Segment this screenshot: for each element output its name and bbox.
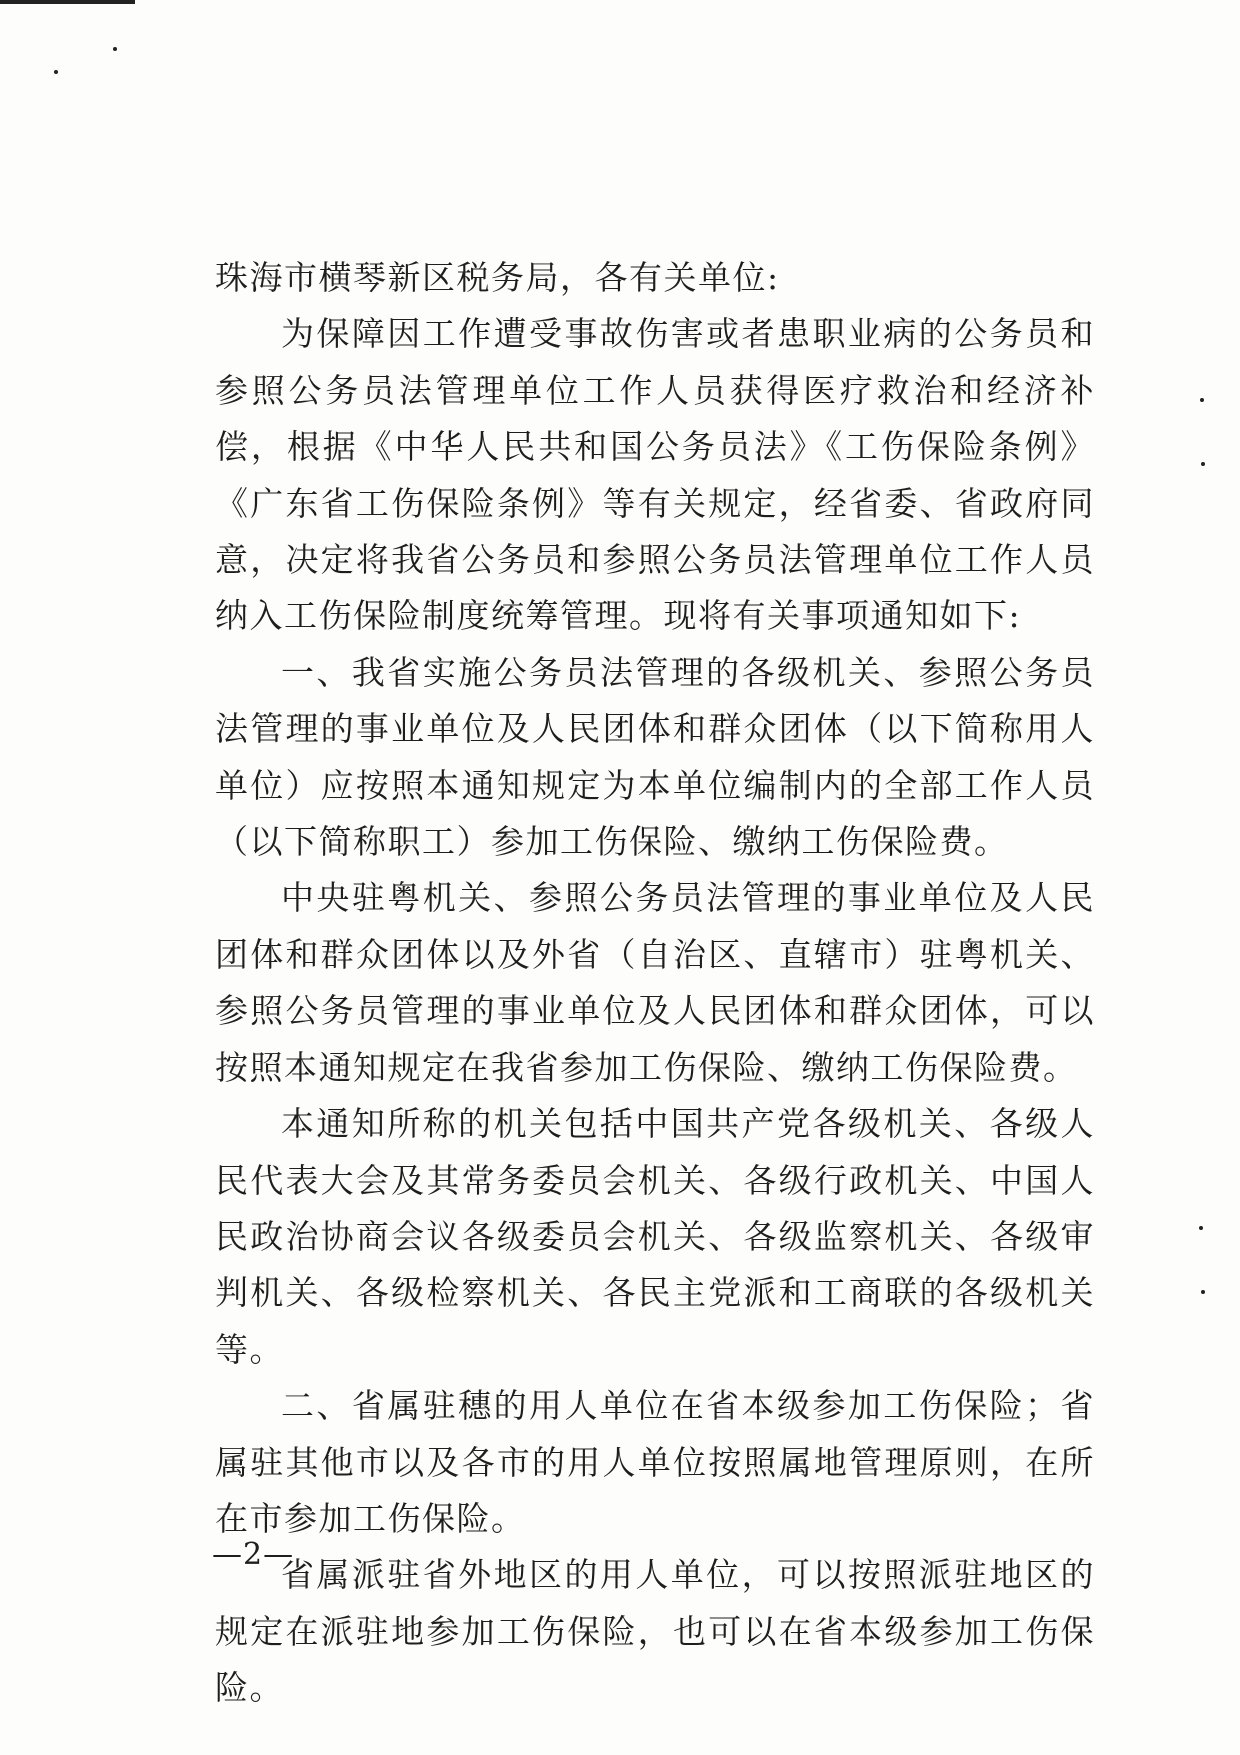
scan-speck xyxy=(1201,1290,1205,1294)
addressee-line: 珠海市横琴新区税务局，各有关单位: xyxy=(215,258,780,297)
page-number: —2— xyxy=(212,1537,295,1572)
paragraph-organ-definition: 本通知所称的机关包括中国共产党各级机关、各级人民代表大会及其常务委员会机关、各级行政机关、中国人民政治协商会议各级委员会机关、各级监察机关、各级审判机关、各级检察机关、各民主党派和工商联的各级机关等。 xyxy=(215,1104,1095,1369)
paragraph-item-2: 二、省属驻穗的用人单位在省本级参加工伤保险；省属驻其他市以及各市的用人单位按照属地管理原则，在所在市参加工伤保险。 xyxy=(215,1386,1095,1538)
scan-speck xyxy=(1199,1226,1203,1230)
scan-speck xyxy=(113,47,117,51)
paragraph-item-1: 一、我省实施公务员法管理的各级机关、参照公务员法管理的事业单位及人民团体和群众团体（以下简称用人单位）应按照本通知规定为本单位编制内的全部工作人员（以下简称职工）参加工伤保险、缴纳工伤保险费。 xyxy=(215,652,1095,862)
document-body xyxy=(215,250,1095,1717)
scan-edge-mark xyxy=(0,0,135,4)
paragraph-preamble: 为保障因工作遭受事故伤害或者患职业病的公务员和参照公务员法管理单位工作人员获得医疗救治和经济补偿，根据《中华人民共和国公务员法》《工伤保险条例》《广东省工伤保险条例》等有关规定，经省委、省政府同意，决定将我省公务员和参照公务员法管理单位工作人员纳入工伤保险制度统筹管理。现将有关事项通知如下: xyxy=(215,314,1095,636)
scan-speck xyxy=(1200,398,1204,402)
scan-speck xyxy=(1201,462,1205,466)
paragraph-central-units: 中央驻粤机关、参照公务员法管理的事业单位及人民团体和群众团体以及外省（自治区、直辖市）驻粤机关、参照公务员管理的事业单位及人民团体和群众团体，可以按照本通知规定在我省参加工伤保险、缴纳工伤保险费。 xyxy=(215,878,1095,1087)
scan-speck xyxy=(54,70,58,74)
paragraph-out-of-province: 省属派驻省外地区的用人单位，可以按照派驻地区的规定在派驻地参加工伤保险，也可以在省本级参加工伤保险。 xyxy=(215,1555,1095,1708)
